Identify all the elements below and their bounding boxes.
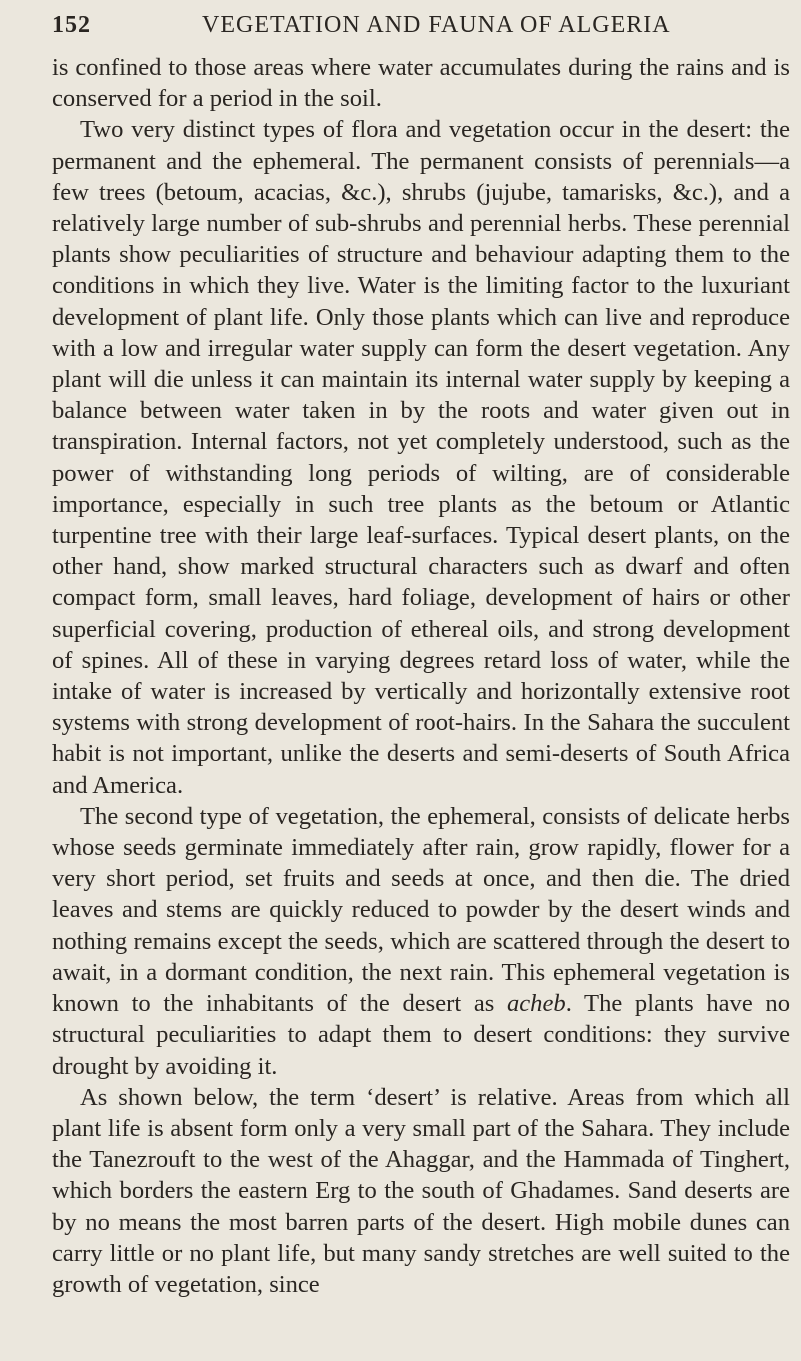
paragraph-flora-types: Two very distinct types of flora and vegetation occur in the desert: the permanent and the ephemeral. The permanent consists of perennials—a few trees (betoum, acacias, &c.), shrubs (jujube, tamarisks, &c.), and a relatively large number of sub-shrubs and perennial herbs. These perennial plants show peculiarities of structure and behaviour adapting them to the conditions in which they live. Water is the limiting factor to the luxuriant development of plant life. Only those plants which can live and reproduce with a low and irregular water supply can form the desert vegetation. Any plant will die unless it can maintain its internal water supply by keeping a balance between water taken in by the roots and water given out in transpiration. Internal factors, not yet completely understood, such as the power of withstanding long periods of wilting, are of considerable importance, especially in such tree plants as the betoum or Atlantic turpentine tree with their large leaf-surfaces. Typical desert plants, on the other hand, show marked structural characters such as dwarf and often compact form, small leaves, hard foliage, development of hairs or other superficial covering, production of ethereal oils, and strong development of spines. All of these in varying degrees retard loss of water, while the intake of water is increased by vertically and horizontally extensive root systems with strong development of root-hairs. In the Sahara the succulent habit is not important, unlike the deserts and semi-deserts of South Africa and America. [52,116,790,799]
paragraph-ephemeral [52,801,790,1082]
paragraph-continuation: is confined to those areas where water accumulates during the rains and is conserved for a period in the soil. [52,54,790,113]
running-head [52,12,781,46]
paragraph-ephemeral-text-before: The second type of vegetation, the ephemeral, consists of delicate herbs whose seeds germinate immediately after rain, grow rapidly, flower for a very short period, set fruits and seeds at once, and then die. The dried leaves and stems are quickly reduced to powder by the desert winds and nothing remains except the seeds, which are scattered through the desert to await, in a dormant condition, the next rain. This ephemeral vegetation is known to the inhabitants of the desert as [52,802,790,1018]
page-number: 152 [52,12,91,38]
acheb-term: acheb [506,990,566,1018]
running-title: VEGETATION AND FAUNA OF ALGERIA [202,12,671,38]
paragraph-ephemeral-text-after: . The plants have no structural peculiarities to adapt them to desert conditions: they survive drought by avoiding it. [52,990,790,1080]
body-text [52,52,790,1300]
paragraph-desert-relative: As shown below, the term ‘desert’ is relative. Areas from which all plant life is absent form only a very small part of the Sahara. They include the Tanezrouft to the west of the Ahaggar, and the Hammada of Tinghert, which borders the eastern Erg to the south of Ghadames. Sand deserts are by no means the most barren parts of the desert. High mobile dunes can carry little or no plant life, but many sandy stretches are well suited to the growth of vegetation, since [52,1083,790,1298]
